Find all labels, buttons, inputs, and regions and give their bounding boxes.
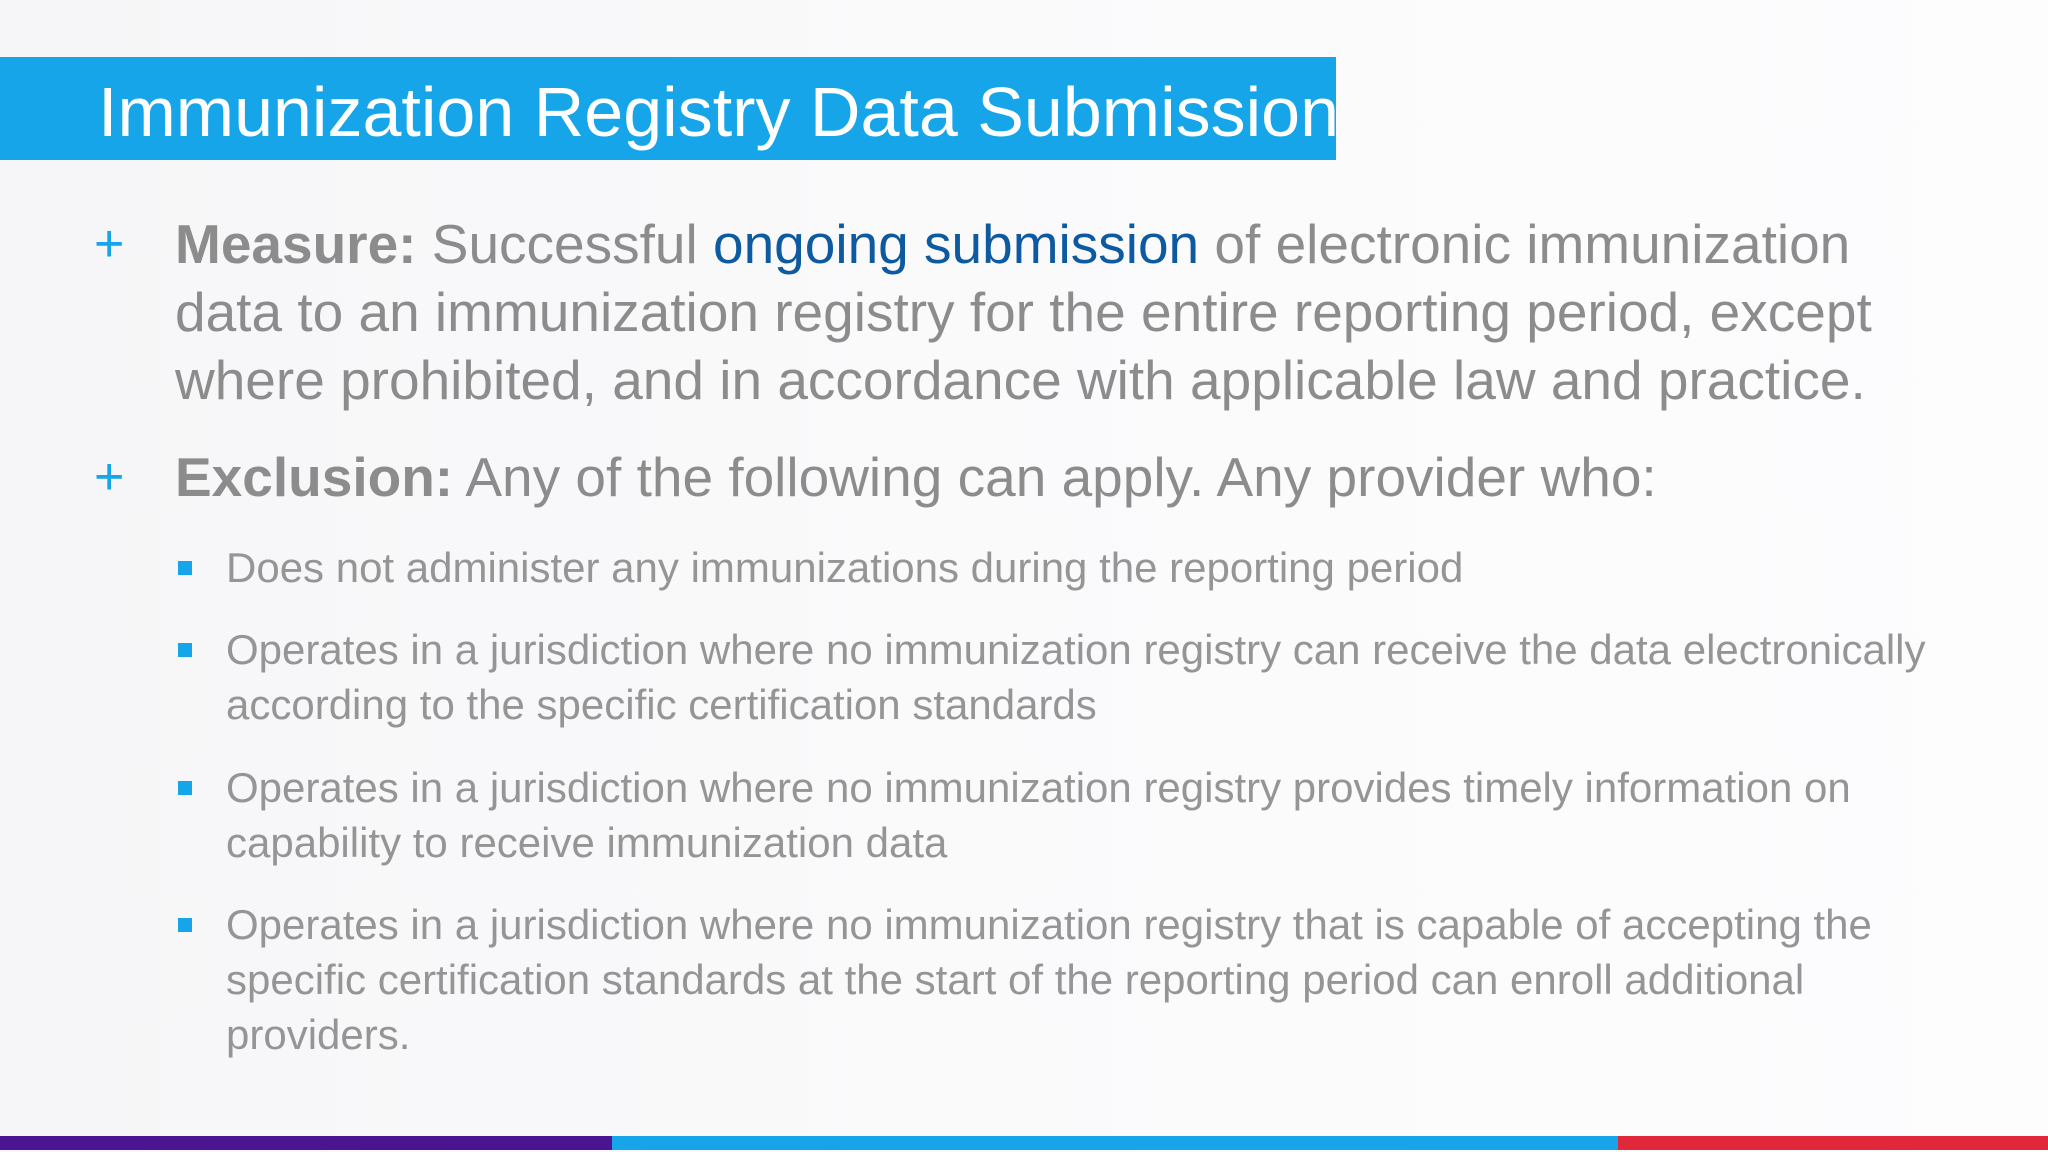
slide-title: Immunization Registry Data Submission — [98, 73, 1340, 151]
exclusion-label: Exclusion: — [175, 446, 454, 508]
square-bullet-icon — [178, 561, 192, 575]
exclusion-text — [175, 443, 1955, 511]
exclusion-item-text: Operates in a jurisdiction where no immunization registry that is capable of accepting the specific certification standards at the start of the reporting period can enroll additional providers. — [226, 901, 1872, 1058]
measure-label: Measure: — [175, 213, 417, 275]
measure-highlight: ongoing submission — [713, 213, 1200, 275]
exclusion-item-text: Operates in a jurisdiction where no immunization registry provides timely information on capability to receive immunization data — [226, 764, 1851, 866]
square-bullet-icon — [178, 918, 192, 932]
bottom-bar-purple-segment — [0, 1136, 612, 1150]
measure-text-before: Successful — [416, 213, 713, 275]
bottom-bar-blue-segment — [612, 1136, 1618, 1150]
plus-bullet-icon: + — [94, 448, 125, 506]
exclusion-item-text: Operates in a jurisdiction where no immunization registry can receive the data electronically according to the specific certification standards — [226, 626, 1926, 728]
exclusion-item-text: Does not administer any immunizations during the reporting period — [226, 544, 1464, 591]
bottom-color-bar — [0, 1136, 2048, 1150]
square-bullet-icon — [178, 781, 192, 795]
bottom-bar-red-segment — [1618, 1136, 2048, 1150]
exclusion-intro: Any of the following can apply. Any provider who: — [453, 446, 1657, 508]
plus-bullet-icon: + — [94, 215, 125, 273]
square-bullet-icon — [178, 643, 192, 657]
measure-text — [175, 210, 1955, 414]
measure-text-after: of electronic immunization data to an immunization registry for the entire reporting period, except where prohibited, and in accordance with applicable law and practice. — [175, 213, 1872, 411]
